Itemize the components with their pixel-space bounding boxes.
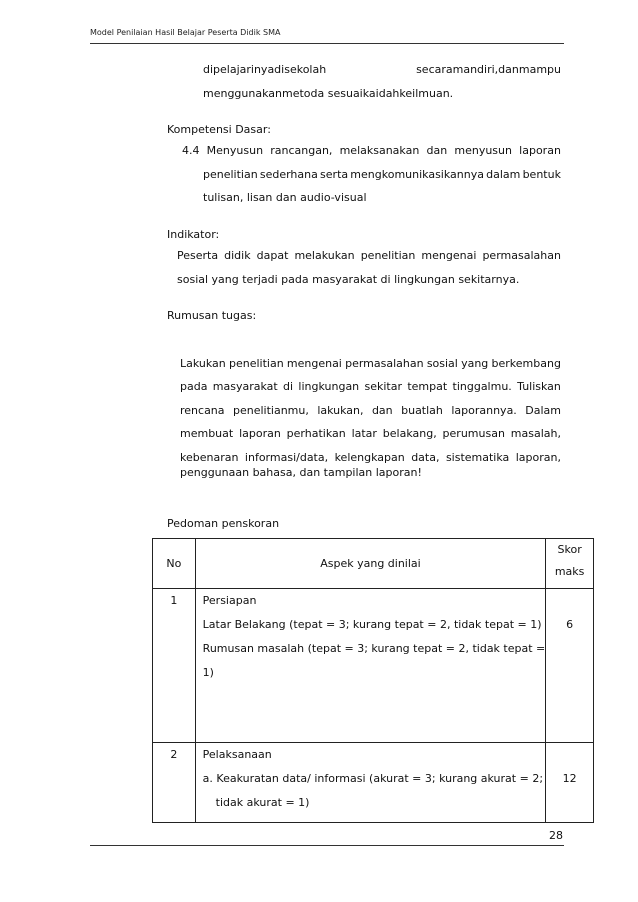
- rumusan-line-word: laporannya.: [451, 404, 517, 417]
- intro-line-1-right: secaramandiri,danmampu: [416, 63, 561, 76]
- row-2-no-text: 2: [170, 748, 178, 761]
- kd-line-2: [203, 168, 561, 182]
- rumusan-line-word: tinggalmu.: [452, 380, 512, 393]
- rumusan-line-word: latar: [351, 427, 377, 440]
- indikator-line-1-word: melakukan: [294, 249, 355, 262]
- indikator-line-1-word: Peserta: [177, 249, 219, 262]
- rumusan-line-word: berkembang: [491, 357, 561, 370]
- rumusan-line-word: sekitar: [364, 380, 403, 393]
- intro-line-1-left: dipelajarinyadisekolah: [203, 63, 327, 76]
- indikator-line-1-word: dapat: [256, 249, 289, 262]
- rumusan-line-word: membuat: [180, 427, 234, 440]
- indikator-line-1-word: mengenai: [421, 249, 477, 262]
- row-1-no: [153, 589, 196, 743]
- rumusan-line-word: lingkungan: [298, 380, 360, 393]
- kd-line-2-word: serta: [320, 168, 349, 181]
- row-2-score-text: 12: [562, 772, 577, 785]
- col-aspect-header: Aspek yang dinilai: [195, 539, 546, 589]
- row-1-aspect: [195, 589, 546, 743]
- table-row: [153, 589, 594, 743]
- rumusan-line-word: dan: [371, 404, 393, 417]
- kd-line-2-word: penelitian: [203, 168, 258, 181]
- table-row: [153, 743, 594, 823]
- rumusan-line-word: kebenaran: [180, 451, 239, 464]
- rumusan-line-word: masyarakat: [212, 380, 278, 393]
- rumusan-line-word: belakang,: [382, 427, 437, 440]
- col-score-header-line-1: Skor: [557, 543, 582, 556]
- kd-line-1-word: dan: [426, 144, 448, 157]
- kd-line-1-word: Menyusun: [206, 144, 264, 157]
- row-2-title: Pelaksanaan: [202, 748, 272, 761]
- rumusan-line-word: sosial: [426, 357, 458, 370]
- rumusan-line-word: Dalam: [525, 404, 561, 417]
- rumusan-line-word: permasalahan: [345, 357, 424, 370]
- rumusan-line-word: Tuliskan: [517, 380, 561, 393]
- footer-rule: [90, 845, 564, 846]
- kd-heading: Kompetensi Dasar:: [167, 123, 271, 136]
- row-1-score: [546, 589, 594, 743]
- rumusan-line-word: sistematika: [445, 451, 510, 464]
- rumusan-line-word: Lakukan: [180, 357, 226, 370]
- row-2-aspect: [195, 743, 546, 823]
- rumusan-heading: Rumusan tugas:: [167, 309, 257, 322]
- col-score-header: [546, 539, 594, 589]
- rumusan-line: [180, 380, 561, 394]
- col-no-header: No: [153, 539, 196, 589]
- col-score-header-line-2: maks: [554, 565, 585, 578]
- rumusan-line-word: kelengkapan: [334, 451, 405, 464]
- row-1-score-text: 6: [566, 618, 574, 631]
- rumusan-line-word: data,: [411, 451, 440, 464]
- page-number: 28: [549, 829, 563, 842]
- kd-line-1-word: menyusun: [454, 144, 512, 157]
- rumusan-line-word: yang: [461, 357, 489, 370]
- kd-line-2-word: sederhana: [259, 168, 318, 181]
- rumusan-line: [180, 427, 561, 441]
- rubric-table: [152, 538, 594, 823]
- table-header-row: [153, 539, 594, 589]
- indikator-heading: Indikator:: [167, 228, 220, 241]
- rumusan-line-word: buatlah: [401, 404, 443, 417]
- rumusan-line-word: pada: [180, 380, 208, 393]
- rumusan-last-line: penggunaan bahasa, dan tampilan laporan!: [180, 466, 422, 479]
- row-2-score: [546, 743, 594, 823]
- indikator-line-1-word: permasalahan: [482, 249, 561, 262]
- kd-line-2-word: bentuk: [522, 168, 561, 181]
- kd-line-1: [182, 144, 561, 158]
- kd-line-2-word: mengkomunikasikannya: [350, 168, 484, 181]
- row-1-line-3: 1): [202, 666, 214, 679]
- row-1-line-2: Rumusan masalah (tepat = 3; kurang tepat = 2, tidak tepat =: [202, 642, 546, 655]
- rumusan-line: [180, 451, 561, 465]
- kd-line-2-word: dalam: [486, 168, 521, 181]
- rumusan-line-word: penelitianmu,: [232, 404, 309, 417]
- kd-line-1-word: rancangan,: [270, 144, 333, 157]
- kd-line-1-word: laporan: [519, 144, 561, 157]
- rumusan-line-word: tempat: [407, 380, 448, 393]
- rumusan-line-word: perhatikan: [286, 427, 346, 440]
- row-1-no-text: 1: [170, 594, 178, 607]
- kd-line-3: tulisan, lisan dan audio-visual: [203, 191, 367, 204]
- indikator-line-1-word: penelitian: [360, 249, 416, 262]
- row-1-line-1: Latar Belakang (tepat = 3; kurang tepat = 2, tidak tepat = 1): [202, 618, 542, 631]
- indikator-line-2: sosial yang terjadi pada masyarakat di lingkungan sekitarnya.: [177, 273, 520, 286]
- rumusan-line-word: rencana: [180, 404, 225, 417]
- pedoman-heading: Pedoman penskoran: [167, 517, 280, 530]
- rumusan-line-word: laporan: [239, 427, 281, 440]
- rumusan-line-word: laporan,: [515, 451, 561, 464]
- header-rule: [90, 43, 564, 44]
- row-2-line-2: tidak akurat = 1): [215, 796, 310, 809]
- running-header: Model Penilaian Hasil Belajar Peserta Didik SMA: [90, 28, 281, 37]
- kd-line-1-word: melaksanakan: [339, 144, 420, 157]
- rumusan-line: [180, 357, 561, 371]
- kd-line-1-word: 4.4: [182, 144, 200, 157]
- rumusan-line: [180, 404, 561, 418]
- rumusan-line-word: masalah,: [510, 427, 561, 440]
- intro-line-1: [203, 63, 561, 77]
- indikator-line-1: [177, 249, 561, 263]
- rumusan-line-word: penelitian: [228, 357, 284, 370]
- intro-line-2: menggunakanmetoda sesuaikaidahkeilmuan.: [203, 87, 454, 100]
- rumusan-line-word: perumusan: [442, 427, 505, 440]
- row-2-line-1: a. Keakuratan data/ informasi (akurat = 3; kurang akurat = 2;: [202, 772, 544, 785]
- rumusan-line-word: lakukan,: [317, 404, 364, 417]
- rumusan-line-word: informasi/data,: [244, 451, 329, 464]
- rumusan-line-word: mengenai: [286, 357, 342, 370]
- indikator-line-1-word: didik: [224, 249, 251, 262]
- rumusan-line-word: di: [283, 380, 294, 393]
- row-2-no: [153, 743, 196, 823]
- row-1-title: Persiapan: [202, 594, 257, 607]
